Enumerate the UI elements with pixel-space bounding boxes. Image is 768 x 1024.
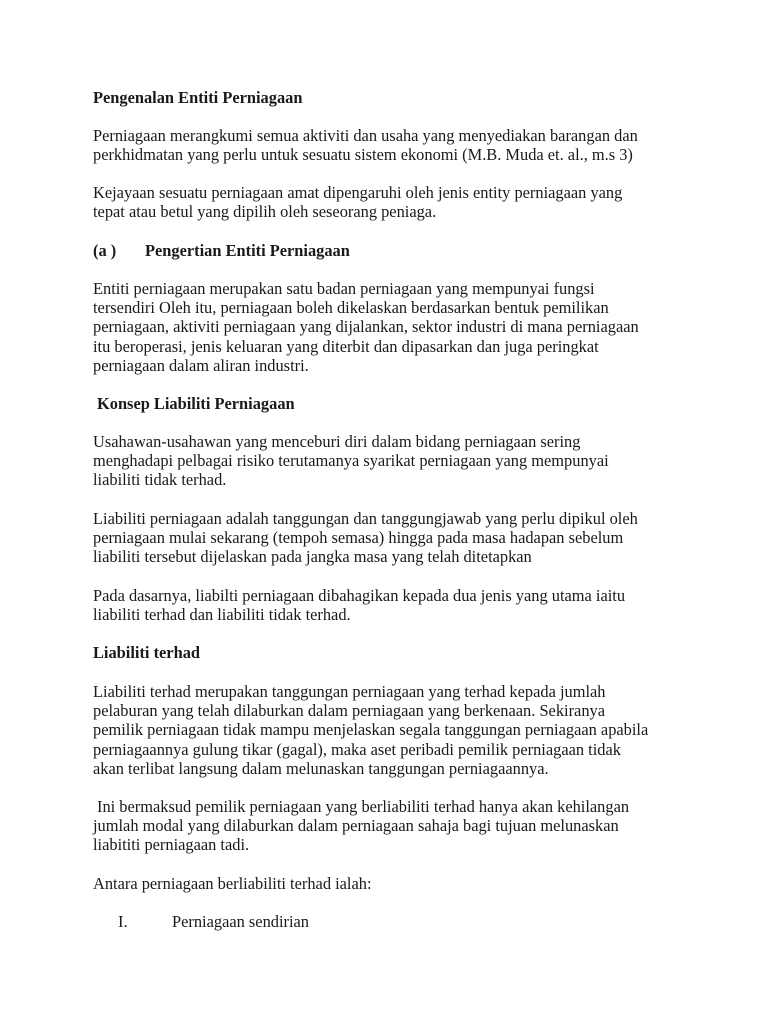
text-line: jumlah modal yang dilaburkan dalam perniagaan sahaja bagi tujuan melunaskan	[93, 816, 619, 835]
section-a-marker: (a )	[93, 241, 117, 260]
text-line: pelaburan yang telah dilaburkan dalam perniagaan yang berkenaan. Sekiranya	[93, 701, 605, 721]
intro-paragraph-1	[93, 126, 638, 164]
terhad-paragraph-2-line-1: Ini bermaksud pemilik perniagaan yang berliabiliti terhad hanya akan kehilangan	[97, 797, 630, 816]
text-line: itu beroperasi, jenis keluaran yang diterbit dan dipasarkan dan juga peringkat	[93, 336, 599, 356]
terhad-paragraph-2	[93, 816, 619, 854]
intro-paragraph-2	[93, 183, 622, 221]
text-line: tersendiri Oleh itu, perniagaan boleh dikelaskan berdasarkan bentuk pemilikan	[93, 298, 609, 318]
section-a-heading	[93, 241, 493, 260]
konsep-paragraph-3	[93, 586, 625, 624]
list-item-text: Perniagaan sendirian	[172, 912, 309, 931]
section-a-title: Pengertian Entiti Perniagaan	[145, 241, 350, 260]
text-line: Perniagaan merangkumi semua aktiviti dan usaha yang menyediakan barangan dan	[93, 126, 638, 145]
text-line: akan terlibat langsung dalam melunaskan tanggungan perniagaannya.	[93, 758, 549, 778]
text-line: pemilik perniagaan tidak mampu menjelaskan segala tanggungan perniagaan apabila	[93, 720, 649, 740]
text-line: Entiti perniagaan merupakan satu badan perniagaan yang mempunyai fungsi	[93, 279, 595, 298]
text-line: liabiliti tidak terhad.	[93, 470, 227, 490]
document-title: Pengenalan Entiti Perniagaan	[93, 88, 303, 107]
konsep-paragraph-2	[93, 509, 638, 567]
text-line: liabiliti tersebut dijelaskan pada jangka masa yang telah ditetapkan	[93, 547, 532, 567]
text-line: Liabiliti terhad merupakan tanggungan perniagaan yang terhad kepada jumlah	[93, 682, 606, 701]
text-line: menghadapi pelbagai risiko terutamanya syarikat perniagaan yang mempunyai	[93, 451, 609, 471]
text-line: perniagaan mulai sekarang (tempoh semasa) hingga pada masa hadapan sebelum	[93, 528, 624, 548]
text-line: Kejayaan sesuatu perniagaan amat dipengaruhi oleh jenis entity perniagaan yang	[93, 183, 623, 202]
text-line: perniagaannya gulung tikar (gagal), maka aset peribadi pemilik perniagaan tidak	[93, 739, 621, 759]
text-line: Pada dasarnya, liabilti perniagaan dibahagikan kepada dua jenis yang utama iaitu	[93, 586, 626, 605]
text-line: perniagaan dalam aliran industri.	[93, 355, 309, 375]
list-item	[118, 912, 418, 931]
text-line: liabititi perniagaan tadi.	[93, 835, 250, 855]
text-line: perniagaan, aktiviti perniagaan yang dijalankan, sektor industri di mana perniagaan	[93, 317, 639, 337]
text-line: Usahawan-usahawan yang menceburi diri dalam bidang perniagaan sering	[93, 432, 581, 451]
text-line: perkhidmatan yang perlu untuk sesuatu sistem ekonomi (M.B. Muda et. al., m.s 3)	[93, 145, 633, 165]
text-line: Liabiliti perniagaan adalah tanggungan dan tanggungjawab yang perlu dipikul oleh	[93, 509, 638, 528]
text-line: tepat atau betul yang dipilih oleh seseorang peniaga.	[93, 202, 437, 222]
terhad-paragraph-1	[93, 682, 648, 778]
section-a-paragraph	[93, 279, 639, 375]
list-marker: I.	[118, 912, 128, 931]
konsep-heading: Konsep Liabiliti Perniagaan	[97, 394, 295, 413]
text-line: liabiliti terhad dan liabiliti tidak terhad.	[93, 605, 351, 625]
konsep-paragraph-1	[93, 432, 609, 490]
terhad-heading: Liabiliti terhad	[93, 643, 201, 662]
antara-line: Antara perniagaan berliabiliti terhad ialah:	[93, 874, 372, 893]
